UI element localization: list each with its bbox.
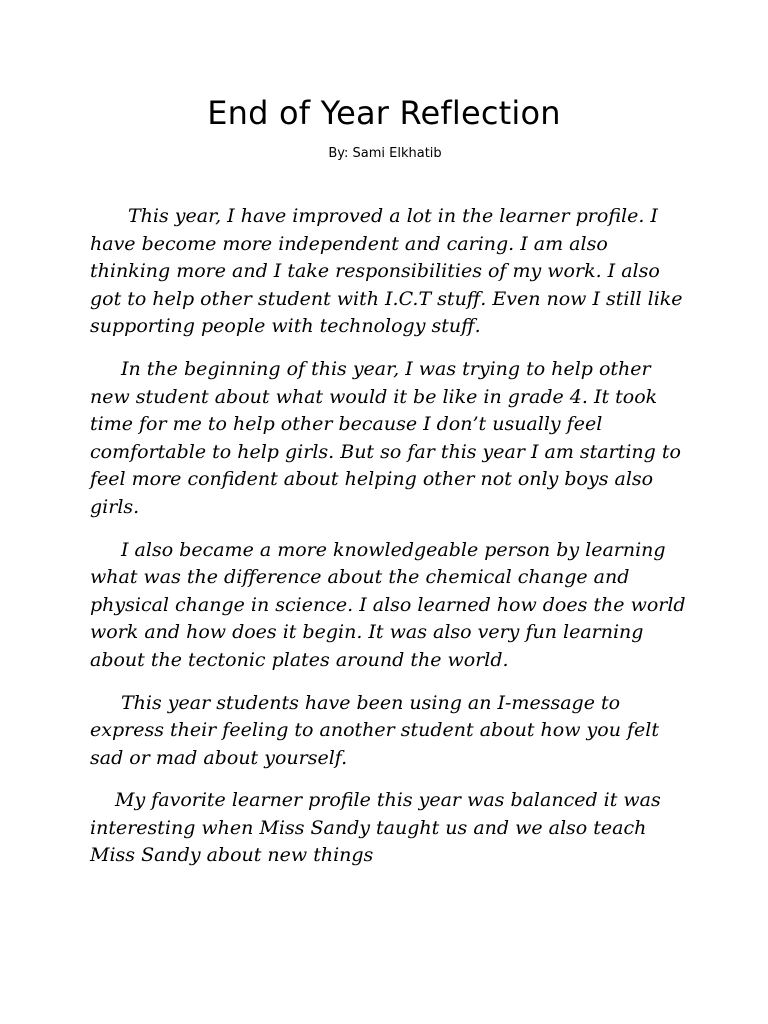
paragraph-4 bbox=[90, 690, 688, 773]
paragraph-text: This year students have been using an I-message to express their feeling to another student about how you felt sad or mad about yourself. bbox=[90, 691, 659, 769]
paragraph-2 bbox=[90, 356, 688, 522]
paragraph-text: In the beginning of this year, I was trying to help other new student about what would it be like in grade 4. It took time for me to help other because I don’t usually feel comfortable to help girls. But so far this year I am starting to feel more confident about helping other not only boys also girls. bbox=[90, 357, 681, 518]
paragraph-5 bbox=[90, 787, 688, 870]
document-title: End of Year Reflection bbox=[207, 94, 561, 132]
paragraph-text: My favorite learner profile this year was balanced it was interesting when Miss Sandy taught us and we also teach Miss Sandy about new things bbox=[90, 789, 661, 867]
document-author: By: Sami Elkhatib bbox=[328, 146, 442, 161]
paragraph-3 bbox=[90, 537, 688, 675]
paragraph-text: This year, I have improved a lot in the learner profile. I have become more independent and caring. I am also thinking more and I take responsibilities of my work. I also got to help other student with I.C.T stuff. Even now I still like supporting people with technology stuff. bbox=[90, 205, 683, 338]
paragraph-1 bbox=[90, 203, 688, 341]
document-body bbox=[90, 203, 688, 870]
paragraph-text: I also became a more knowledgeable person by learning what was the difference about the chemical change and physical change in science. I also learned how does the world work and how does it begin. It was also very fun learning about the tectonic plates around the world. bbox=[90, 538, 686, 671]
